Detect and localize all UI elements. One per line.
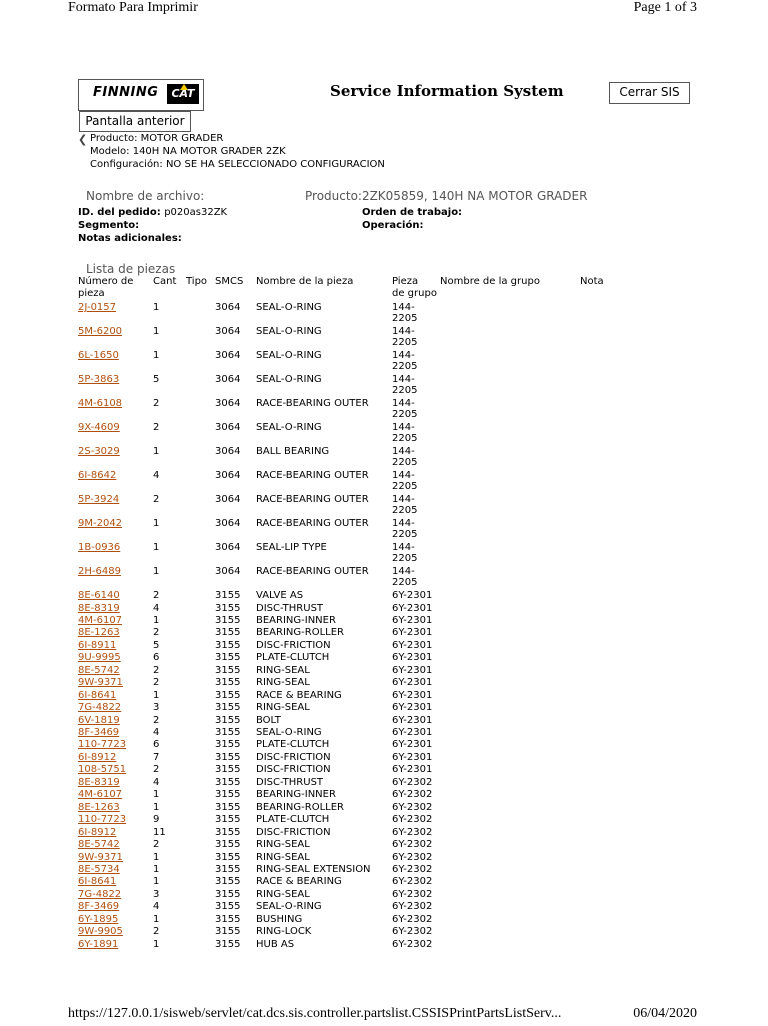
- qty: 2: [153, 714, 160, 726]
- table-row: [0, 926, 700, 938]
- print-title: Formato Para Imprimir: [68, 0, 198, 15]
- part-name: RING-SEAL: [256, 888, 310, 900]
- part-number-link[interactable]: 5P-3924: [78, 494, 120, 505]
- qty: 7: [153, 751, 160, 763]
- smcs: 3155: [215, 689, 241, 701]
- qty: 1: [153, 689, 160, 701]
- qty: 1: [153, 302, 160, 313]
- smcs: 3155: [215, 814, 241, 826]
- part-name: HUB AS: [256, 938, 295, 950]
- part-name: BEARING-INNER: [256, 789, 336, 801]
- table-row: [0, 326, 700, 350]
- table-row: [0, 889, 700, 901]
- table-row: [0, 422, 700, 446]
- smcs: 3064: [215, 422, 241, 433]
- part-number-link[interactable]: 8F-3469: [78, 727, 120, 738]
- page-indicator: Page 1 of 3: [633, 0, 697, 15]
- part-number-link[interactable]: 9W-9371: [78, 677, 123, 689]
- part-number-link[interactable]: 8E-5742: [78, 839, 120, 850]
- part-number-link[interactable]: 6I-8641: [78, 876, 117, 888]
- group-part: 6Y-2301: [392, 614, 433, 626]
- part-number-link[interactable]: 2J-0157: [78, 302, 117, 313]
- smcs: 3064: [215, 566, 241, 577]
- part-name: BUSHING: [256, 913, 303, 925]
- group-part-2: 2205: [392, 553, 418, 564]
- table-row: [0, 864, 700, 876]
- part-name: RING-SEAL: [256, 677, 310, 689]
- part-name: RACE-BEARING OUTER: [256, 566, 369, 577]
- smcs: 3155: [215, 901, 241, 913]
- part-number-link[interactable]: 9W-9905: [78, 926, 123, 938]
- table-row: [0, 302, 700, 326]
- part-number-link[interactable]: 9U-9995: [78, 652, 121, 664]
- col-smcs: SMCS: [215, 276, 244, 287]
- part-number-link[interactable]: 2S-3029: [78, 446, 120, 457]
- smcs: 3155: [215, 839, 241, 850]
- group-part-2: 2205: [392, 313, 418, 324]
- smcs: 3155: [215, 926, 241, 938]
- part-number-link[interactable]: 8E-1263: [78, 801, 120, 813]
- print-footer: [0, 1006, 768, 1026]
- smcs: 3155: [215, 938, 241, 950]
- table-row: [0, 494, 700, 518]
- smcs: 3155: [215, 876, 241, 888]
- table-row: [0, 603, 700, 615]
- qty: 4: [153, 602, 160, 614]
- smcs: 3155: [215, 727, 241, 738]
- qty: 3: [153, 702, 160, 713]
- qty: 6: [153, 652, 160, 664]
- part-name: SEAL-O-RING: [256, 350, 322, 361]
- smcs: 3064: [215, 398, 241, 409]
- table-row: [0, 802, 700, 814]
- finning-cat-logo: [78, 79, 204, 111]
- file-name-label: Nombre de archivo:: [86, 189, 205, 203]
- pedido-label: ID. del pedido:: [78, 207, 161, 218]
- table-row: [0, 640, 700, 652]
- table-row: [0, 566, 700, 590]
- print-header: [0, 0, 768, 20]
- qty: 1: [153, 913, 160, 925]
- smcs: 3155: [215, 602, 241, 614]
- group-part: 6Y-2301: [392, 602, 433, 614]
- table-row: [0, 777, 700, 789]
- table-row: [0, 876, 700, 888]
- part-name: RACE-BEARING OUTER: [256, 470, 369, 481]
- group-part-1: 144-: [392, 326, 415, 337]
- qty: 1: [153, 542, 160, 553]
- col-nombre: Nombre de la pieza: [256, 276, 354, 287]
- smcs: 3064: [215, 494, 241, 505]
- part-number-link[interactable]: 8E-1263: [78, 627, 120, 639]
- group-part-1: 144-: [392, 566, 415, 577]
- finning-logo-text: FINNING: [93, 85, 159, 100]
- qty: 2: [153, 839, 160, 850]
- qty: 1: [153, 789, 160, 801]
- part-number-link[interactable]: 7G-4822: [78, 702, 122, 713]
- part-number-link[interactable]: 9M-2042: [78, 518, 123, 529]
- config-label: Configuración:: [90, 159, 163, 170]
- part-number-link[interactable]: 6I-8912: [78, 826, 117, 838]
- col-numero-2: pieza: [78, 288, 105, 299]
- group-part-1: 144-: [392, 374, 415, 385]
- group-part-2: 2205: [392, 361, 418, 372]
- table-row: [0, 665, 700, 677]
- table-row: [0, 789, 700, 801]
- smcs: 3064: [215, 302, 241, 313]
- part-name: SEAL-O-RING: [256, 374, 322, 385]
- group-part: 6Y-2301: [392, 739, 433, 751]
- group-part-1: 144-: [392, 302, 415, 313]
- table-row: [0, 652, 700, 664]
- qty: 4: [153, 727, 160, 738]
- qty: 1: [153, 876, 160, 888]
- group-part: 6Y-2301: [392, 664, 433, 676]
- product-info: [80, 132, 385, 171]
- part-name: DISC-FRICTION: [256, 751, 331, 763]
- smcs: 3155: [215, 851, 241, 863]
- group-part-2: 2205: [392, 409, 418, 420]
- group-part: 6Y-2302: [392, 776, 433, 788]
- print-date: 06/04/2020: [633, 1006, 697, 1021]
- group-part: 6Y-2302: [392, 888, 433, 900]
- smcs: 3155: [215, 652, 241, 664]
- part-name: RACE & BEARING: [256, 876, 342, 888]
- group-part: 6Y-2301: [392, 590, 433, 601]
- part-name: SEAL-O-RING: [256, 422, 322, 433]
- part-number-link[interactable]: 8E-5734: [78, 863, 120, 875]
- qty: 6: [153, 739, 160, 751]
- group-part-1: 144-: [392, 494, 415, 505]
- part-name: RACE-BEARING OUTER: [256, 398, 369, 409]
- part-number-link[interactable]: 9W-9371: [78, 851, 123, 863]
- orden-label: Orden de trabajo:: [362, 207, 463, 218]
- smcs: 3155: [215, 764, 241, 776]
- group-part-1: 144-: [392, 398, 415, 409]
- qty: 1: [153, 863, 160, 875]
- smcs: 3155: [215, 776, 241, 788]
- qty: 2: [153, 398, 160, 409]
- smcs: 3064: [215, 374, 241, 385]
- table-row: [0, 518, 700, 542]
- part-number-link[interactable]: 9X-4609: [78, 422, 120, 433]
- chevron-left-icon[interactable]: ❮: [78, 133, 88, 146]
- part-name: RING-LOCK: [256, 926, 312, 938]
- group-part: 6Y-2302: [392, 938, 433, 950]
- qty: 1: [153, 326, 160, 337]
- group-part: 6Y-2302: [392, 926, 433, 938]
- part-name: SEAL-LIP TYPE: [256, 542, 327, 553]
- table-row: [0, 398, 700, 422]
- pedido-field: [78, 206, 227, 219]
- table-row: [0, 702, 700, 714]
- group-part-2: 2205: [392, 529, 418, 540]
- smcs: 3155: [215, 714, 241, 726]
- cat-logo: CAT: [167, 84, 199, 104]
- group-part: 6Y-2302: [392, 913, 433, 925]
- group-part: 6Y-2301: [392, 627, 433, 639]
- group-part-2: 2205: [392, 481, 418, 492]
- part-number-link[interactable]: 6I-8642: [78, 470, 117, 481]
- qty: 11: [153, 826, 166, 838]
- part-name: DISC-THRUST: [256, 776, 324, 788]
- part-name: DISC-FRICTION: [256, 764, 331, 776]
- qty: 2: [153, 494, 160, 505]
- part-number-link[interactable]: 8E-8319: [78, 776, 120, 788]
- table-row: [0, 827, 700, 839]
- table-row: [0, 939, 700, 951]
- group-part: 6Y-2302: [392, 839, 433, 850]
- qty: 1: [153, 446, 160, 457]
- smcs: 3064: [215, 446, 241, 457]
- part-number-link[interactable]: 6I-8912: [78, 751, 117, 763]
- product-line: Producto:2ZK05859, 140H NA MOTOR GRADER: [305, 189, 588, 203]
- group-part-1: 144-: [392, 350, 415, 361]
- close-sis-button[interactable]: Cerrar SIS: [609, 82, 690, 104]
- table-row: [0, 814, 700, 826]
- group-part-2: 2205: [392, 433, 418, 444]
- table-row: [0, 852, 700, 864]
- qty: 1: [153, 801, 160, 813]
- section-title: Lista de piezas: [86, 262, 176, 276]
- part-name: DISC-THRUST: [256, 602, 324, 614]
- table-row: [0, 446, 700, 470]
- qty: 1: [153, 518, 160, 529]
- part-name: BALL BEARING: [256, 446, 330, 457]
- part-name: RING-SEAL: [256, 664, 310, 676]
- table-row: [0, 374, 700, 398]
- table-row: [0, 590, 700, 602]
- col-grupo: Nombre de la grupo: [440, 276, 540, 287]
- group-part: 6Y-2302: [392, 901, 433, 913]
- smcs: 3064: [215, 542, 241, 553]
- qty: 5: [153, 639, 160, 651]
- part-name: SEAL-O-RING: [256, 326, 322, 337]
- producto-label: Producto:: [90, 133, 138, 144]
- page-url: https://127.0.0.1/sisweb/servlet/cat.dcs.sis.controller.partslist.CSSISPrintPartsListServ...: [68, 1006, 562, 1021]
- part-number-link[interactable]: 5P-3863: [78, 374, 120, 385]
- qty: 1: [153, 938, 160, 950]
- smcs: 3155: [215, 677, 241, 689]
- table-row: [0, 914, 700, 926]
- part-number-link[interactable]: 8F-3469: [78, 901, 120, 913]
- group-part: 6Y-2302: [392, 851, 433, 863]
- qty: 2: [153, 677, 160, 689]
- table-row: [0, 901, 700, 913]
- qty: 1: [153, 851, 160, 863]
- modelo-label: Modelo:: [90, 146, 130, 157]
- operacion-label: Operación:: [362, 220, 424, 231]
- part-number-link[interactable]: 1B-0936: [78, 542, 121, 553]
- part-number-link[interactable]: 4M-6107: [78, 614, 123, 626]
- smcs: 3155: [215, 702, 241, 713]
- qty: 1: [153, 614, 160, 626]
- group-part-2: 2205: [392, 505, 418, 516]
- group-part-2: 2205: [392, 577, 418, 588]
- qty: 1: [153, 566, 160, 577]
- part-number-link[interactable]: 7G-4822: [78, 888, 122, 900]
- smcs: 3064: [215, 326, 241, 337]
- part-number-link[interactable]: 6Y-1895: [78, 913, 119, 925]
- smcs: 3155: [215, 789, 241, 801]
- part-name: PLATE-CLUTCH: [256, 739, 330, 751]
- qty: 1: [153, 350, 160, 361]
- qty: 4: [153, 776, 160, 788]
- part-name: SEAL-O-RING: [256, 901, 322, 913]
- group-part: 6Y-2302: [392, 814, 433, 826]
- part-name: DISC-FRICTION: [256, 826, 331, 838]
- col-pieza: Pieza: [392, 276, 419, 287]
- part-name: BOLT: [256, 714, 281, 726]
- group-part: 6Y-2302: [392, 801, 433, 813]
- table-row: [0, 542, 700, 566]
- smcs: 3155: [215, 639, 241, 651]
- part-name: VALVE AS: [256, 590, 304, 601]
- group-part: 6Y-2301: [392, 751, 433, 763]
- part-name: RING-SEAL: [256, 839, 310, 850]
- smcs: 3155: [215, 627, 241, 639]
- qty: 9: [153, 814, 160, 826]
- group-part: 6Y-2302: [392, 876, 433, 888]
- table-row: [0, 764, 700, 776]
- smcs: 3155: [215, 614, 241, 626]
- group-part: 6Y-2302: [392, 826, 433, 838]
- group-part: 6Y-2301: [392, 702, 433, 713]
- qty: 3: [153, 888, 160, 900]
- smcs: 3064: [215, 518, 241, 529]
- col-numero: Número de: [78, 276, 134, 287]
- config-value: NO SE HA SELECCIONADO CONFIGURACION: [165, 159, 385, 170]
- group-part: 6Y-2301: [392, 689, 433, 701]
- smcs: 3155: [215, 826, 241, 838]
- part-number-link[interactable]: 108-5751: [78, 764, 127, 776]
- table-row: [0, 677, 700, 689]
- smcs: 3155: [215, 913, 241, 925]
- group-part: 6Y-2301: [392, 714, 433, 726]
- part-number-link[interactable]: 6Y-1891: [78, 938, 119, 950]
- col-cant: Cant: [153, 276, 177, 287]
- qty: 2: [153, 422, 160, 433]
- part-name: DISC-FRICTION: [256, 639, 331, 651]
- table-row: [0, 690, 700, 702]
- group-part-2: 2205: [392, 457, 418, 468]
- group-part: 6Y-2301: [392, 677, 433, 689]
- part-number-link[interactable]: 6L-1650: [78, 350, 119, 361]
- part-name: BEARING-ROLLER: [256, 627, 344, 639]
- modelo-value: 140H NA MOTOR GRADER 2ZK: [132, 146, 286, 157]
- qty: 5: [153, 374, 160, 385]
- cat-triangle-icon: [180, 84, 188, 90]
- group-part-1: 144-: [392, 446, 415, 457]
- group-part: 6Y-2302: [392, 863, 433, 875]
- table-row: [0, 350, 700, 374]
- qty: 4: [153, 901, 160, 913]
- qty: 2: [153, 590, 160, 601]
- table-row: [0, 615, 700, 627]
- table-row: [0, 752, 700, 764]
- part-number-link[interactable]: 110-7723: [78, 814, 127, 826]
- group-part-2: 2205: [392, 385, 418, 396]
- smcs: 3155: [215, 888, 241, 900]
- group-part-2: 2205: [392, 337, 418, 348]
- part-name: BEARING-INNER: [256, 614, 336, 626]
- group-part-1: 144-: [392, 422, 415, 433]
- group-part: 6Y-2302: [392, 789, 433, 801]
- part-name: RACE & BEARING: [256, 689, 342, 701]
- group-part: 6Y-2301: [392, 639, 433, 651]
- part-number-link[interactable]: 6I-8911: [78, 639, 117, 651]
- segmento-label: Segmento:: [78, 220, 140, 231]
- group-part: 6Y-2301: [392, 764, 433, 776]
- smcs: 3155: [215, 863, 241, 875]
- part-name: PLATE-CLUTCH: [256, 652, 330, 664]
- part-number-link[interactable]: 8E-5742: [78, 664, 120, 676]
- notas-label: Notas adicionales:: [78, 233, 182, 244]
- part-name: RING-SEAL EXTENSION: [256, 863, 371, 875]
- smcs: 3064: [215, 350, 241, 361]
- qty: 2: [153, 627, 160, 639]
- smcs: 3064: [215, 470, 241, 481]
- part-name: RING-SEAL: [256, 702, 310, 713]
- part-number-link[interactable]: 6I-8641: [78, 689, 117, 701]
- part-name: BEARING-ROLLER: [256, 801, 344, 813]
- qty: 2: [153, 926, 160, 938]
- qty: 2: [153, 764, 160, 776]
- table-row: [0, 739, 700, 751]
- table-row: [0, 727, 700, 739]
- part-name: SEAL-O-RING: [256, 302, 322, 313]
- table-row: [0, 470, 700, 494]
- part-name: RACE-BEARING OUTER: [256, 494, 369, 505]
- smcs: 3155: [215, 751, 241, 763]
- part-number-link[interactable]: 4M-6107: [78, 789, 123, 801]
- col-nota: Nota: [580, 276, 604, 287]
- table-row: [0, 627, 700, 639]
- col-pieza-2: de grupo: [392, 288, 437, 299]
- table-row: [0, 839, 700, 851]
- group-part-1: 144-: [392, 518, 415, 529]
- part-number-link[interactable]: 8E-8319: [78, 602, 120, 614]
- part-name: RING-SEAL: [256, 851, 310, 863]
- part-name: RACE-BEARING OUTER: [256, 518, 369, 529]
- table-row: [0, 715, 700, 727]
- group-part-1: 144-: [392, 470, 415, 481]
- part-number-link[interactable]: 5M-6200: [78, 326, 123, 337]
- smcs: 3155: [215, 801, 241, 813]
- part-number-link[interactable]: 8E-6140: [78, 590, 120, 601]
- smcs: 3155: [215, 664, 241, 676]
- part-name: PLATE-CLUTCH: [256, 814, 330, 826]
- group-part: 6Y-2301: [392, 727, 433, 738]
- part-number-link[interactable]: 4M-6108: [78, 398, 123, 409]
- smcs: 3155: [215, 739, 241, 751]
- part-number-link[interactable]: 2H-6489: [78, 566, 121, 577]
- pedido-value: p020as32ZK: [164, 207, 228, 218]
- part-name: SEAL-O-RING: [256, 727, 322, 738]
- col-tipo: Tipo: [186, 276, 208, 287]
- qty: 4: [153, 470, 160, 481]
- producto-value: MOTOR GRADER: [140, 133, 224, 144]
- part-number-link[interactable]: 6V-1819: [78, 714, 120, 726]
- page-title: Service Information System: [330, 82, 564, 100]
- back-button[interactable]: Pantalla anterior: [79, 111, 191, 132]
- smcs: 3155: [215, 590, 241, 601]
- group-part: 6Y-2301: [392, 652, 433, 664]
- group-part-1: 144-: [392, 542, 415, 553]
- part-number-link[interactable]: 110-7723: [78, 739, 127, 751]
- qty: 2: [153, 664, 160, 676]
